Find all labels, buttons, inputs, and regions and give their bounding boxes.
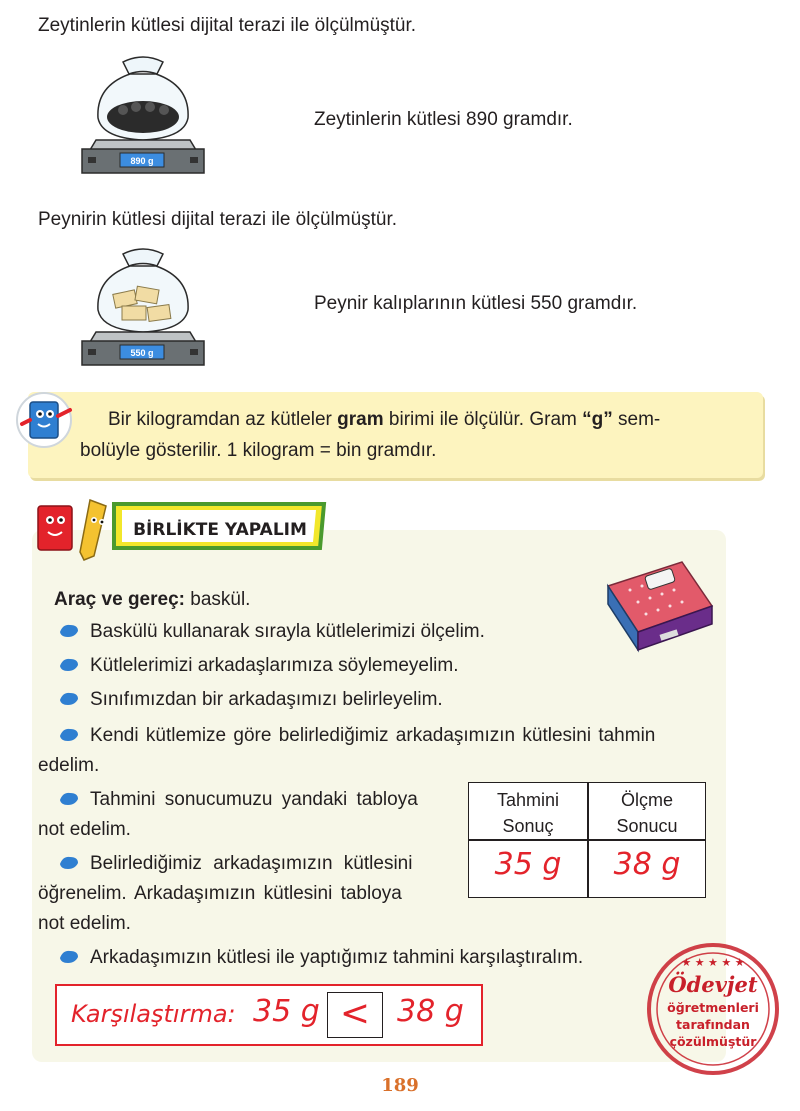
info-text-c: birimi ile ölçülür. Gram [383, 409, 583, 430]
step-6: Belirlediğimiz arkadaşımızın kütlesini [90, 853, 413, 874]
info-text-a: Bir kilogramdan az kütleler [108, 409, 338, 430]
table-header-estimate [469, 787, 587, 839]
step-5-cont: not edelim. [38, 819, 131, 840]
info-note-box [28, 392, 763, 478]
bullet-icon [58, 690, 80, 706]
step-2: Kütlelerimizi arkadaşlarımıza söylemeyelim. [90, 655, 459, 676]
olives-intro: Zeytinlerin kütlesi dijital terazi ile ölçülmüştür. [38, 15, 417, 36]
bullet-icon [58, 656, 80, 672]
cheese-statement: Peynir kalıplarının kütlesi 550 gramdır. [314, 293, 638, 314]
tools-value: baskül. [184, 589, 251, 610]
info-text-gram: gram [337, 409, 384, 430]
step-7: Arkadaşımızın kütlesi ile yaptığımız tahmini karşılaştıralım. [90, 947, 584, 968]
bullet-icon [58, 726, 80, 742]
step-3: Sınıfımızdan bir arkadaşımızı belirleyelim. [90, 689, 443, 710]
tools-line [54, 588, 250, 612]
step-4: Kendi kütlemize göre belirlediğimiz arkadaşımızın kütlesini tahmin [90, 725, 656, 746]
book-mascot-icon [14, 390, 78, 450]
book-pencil-mascots-icon [30, 494, 130, 564]
info-text-e: sem- [612, 409, 661, 430]
page-number: 189 [381, 1075, 419, 1096]
bullet-icon [58, 854, 80, 870]
comparison-box [55, 984, 483, 1046]
table-header-measured-l2: Sonucu [616, 816, 678, 836]
info-text-g: “g” [582, 409, 613, 430]
results-table [468, 782, 706, 898]
comparison-symbol: < [327, 992, 383, 1038]
svg-text:★ ★ ★ ★ ★: ★ ★ ★ ★ ★ [681, 956, 745, 969]
bullet-icon [58, 790, 80, 806]
banner-title: BİRLİKTE YAPALIM [133, 520, 307, 540]
bullet-icon [58, 622, 80, 638]
stamp-line-2: tarafından [676, 1017, 750, 1032]
stamp-title: Ödevjet [668, 972, 758, 997]
olive-scale-image [78, 52, 208, 182]
table-header-measured [588, 787, 706, 839]
cheese-scale-image [78, 244, 208, 374]
table-header-estimate-l2: Sonuç [502, 816, 554, 836]
table-header-estimate-l1: Tahmini [496, 790, 560, 810]
olive-scale-display: 890 g [130, 156, 154, 166]
bathroom-scale-image [600, 556, 718, 660]
table-value-measured: 38 g [613, 847, 681, 882]
info-line-2: bolüyle gösterilir. 1 kilogram = bin gramdır. [80, 440, 437, 461]
table-value-estimate: 35 g [494, 847, 562, 882]
step-4-cont: edelim. [38, 755, 100, 776]
step-6-cont-2: not edelim. [38, 913, 131, 934]
step-1: Baskülü kullanarak sırayla kütlelerimizi ölçelim. [90, 621, 485, 642]
bullet-icon [58, 948, 80, 964]
comparison-right-value: 38 g [397, 994, 464, 1029]
comparison-label: Karşılaştırma: [71, 1000, 236, 1028]
step-6-cont: öğrenelim. Arkadaşımızın kütlesini tabloya [38, 883, 402, 904]
cheese-scale-display: 550 g [130, 348, 154, 358]
step-5: Tahmini sonucumuzu yandaki tabloya [90, 789, 418, 810]
activity-banner [108, 498, 330, 554]
tools-label: Araç ve gereç: [54, 589, 185, 610]
olives-statement: Zeytinlerin kütlesi 890 gramdır. [314, 109, 573, 130]
table-header-measured-l1: Ölçme [620, 790, 673, 810]
cheese-intro: Peynirin kütlesi dijital terazi ile ölçülmüştür. [38, 209, 398, 230]
stamp-line-1: öğretmenleri [667, 1000, 759, 1015]
odevjet-stamp [644, 940, 782, 1078]
comparison-left-value: 35 g [253, 994, 320, 1029]
stamp-line-3: çözülmüştür [669, 1034, 757, 1049]
info-line-1 [108, 408, 660, 432]
